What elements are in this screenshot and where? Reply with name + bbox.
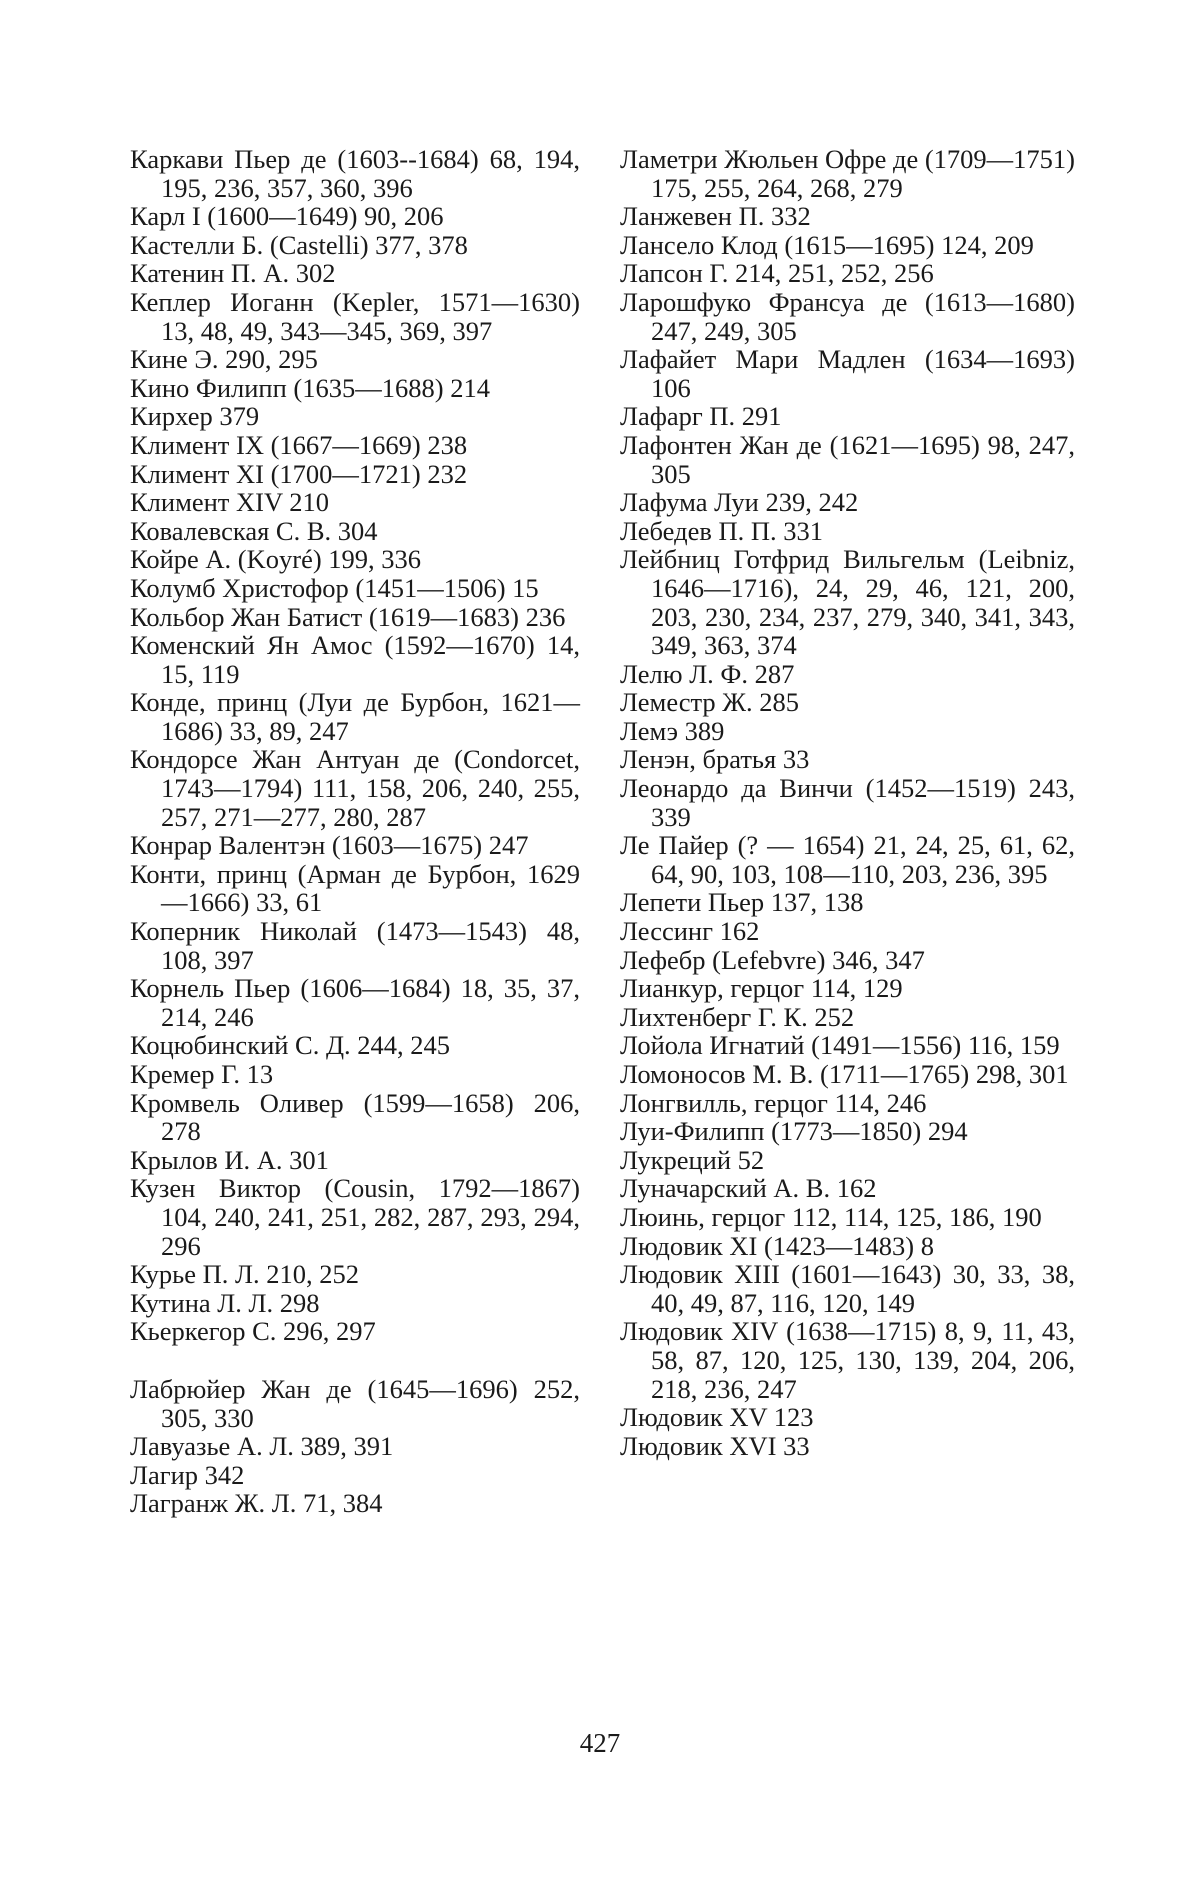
index-entry: Лейбниц Готфрид Вильгельм (Leibniz, 1646—1716), 24, 29, 46, 121, 200, 203, 230, 234, 237, 279, 340, 341, 343, 349, 363, 374: [620, 544, 1075, 661]
index-entry: Лапсон Г. 214, 251, 252, 256: [620, 258, 934, 289]
index-entry: Кутина Л. Л. 298: [130, 1287, 320, 1318]
index-entry: Ковалевская С. В. 304: [130, 515, 378, 546]
index-entry: Лефебр (Lefebvre) 346, 347: [620, 944, 925, 975]
index-entry: Леместр Ж. 285: [620, 687, 800, 718]
index-entry: Ларошфуко Франсуа де (1613—1680) 247, 249, 305: [620, 286, 1075, 346]
index-entry: Кондорсе Жан Антуан де (Condorcet, 1743—1794) 111, 158, 206, 240, 255, 257, 271—277, 280, 287: [130, 744, 580, 832]
index-entry: Люинь, герцог 112, 114, 125, 186, 190: [620, 1201, 1042, 1232]
index-entry: Койре А. (Koyré) 199, 336: [130, 544, 422, 575]
index-entry: Лукреций 52: [620, 1144, 765, 1175]
index-entry: Ломоносов М. В. (1711—1765) 298, 301: [620, 1059, 1069, 1089]
index-entry: Конрар Валентэн (1603—1675) 247: [130, 830, 529, 861]
index-entry: Кино Филипп (1635—1688) 214: [130, 372, 490, 403]
index-entry: Курье П. Л. 210, 252: [130, 1259, 360, 1290]
index-entry: Климент XIV 210: [130, 487, 329, 518]
index-entry: Коцюбинский С. Д. 244, 245: [130, 1030, 451, 1061]
index-entry: Лессинг 162: [620, 916, 760, 947]
index-entry: Лемэ 389: [620, 715, 725, 746]
index-entry: Кромвель Оливер (1599—1658) 206, 278: [130, 1087, 580, 1147]
index-entry: Каркави Пьер де (1603--1684) 68, 194, 195, 236, 357, 360, 396: [130, 144, 580, 203]
index-entry: Луи-Филипп (1773—1850) 294: [620, 1116, 968, 1147]
index-entry: Людовик XV 123: [620, 1402, 814, 1433]
index-entry: Кеплер Иоганн (Kepler, 1571—1630) 13, 48, 49, 343—345, 369, 397: [130, 286, 580, 346]
index-entry: Людовик XI (1423—1483) 8: [620, 1230, 934, 1261]
letter-section-gap: [130, 1346, 580, 1375]
index-entry: Лафонтен Жан де (1621—1695) 98, 247, 305: [620, 429, 1075, 489]
index-entry: Лафарг П. 291: [620, 401, 782, 432]
index-entry: Лойола Игнатий (1491—1556) 116, 159: [620, 1030, 1060, 1061]
index-entry: Людовик XIII (1601—1643) 30, 33, 38, 40, 49, 87, 116, 120, 149: [620, 1259, 1075, 1318]
index-entry: Коменский Ян Амос (1592—1670) 14, 15, 119: [130, 630, 580, 689]
index-entry: Лебедев П. П. 331: [620, 515, 824, 546]
index-entry: Конти, принц (Арман де Бурбон, 1629—1666) 33, 61: [130, 858, 580, 918]
index-entry: Лианкур, герцог 114, 129: [620, 973, 903, 1004]
index-entry: Катенин П. А. 302: [130, 258, 336, 289]
index-entry: Кине Э. 290, 295: [130, 344, 318, 375]
index-entry: Лихтенберг Г. К. 252: [620, 1001, 855, 1032]
index-entry: Леонардо да Винчи (1452—1519) 243, 339: [620, 773, 1075, 832]
index-entry: Кольбор Жан Батист (1619—1683) 236: [130, 601, 566, 632]
index-entry: Лагранж Ж. Л. 71, 384: [130, 1488, 383, 1519]
index-entry: Кузен Виктор (Cousin, 1792—1867) 104, 240, 241, 251, 282, 287, 293, 294, 296: [130, 1173, 580, 1261]
index-entry: Карл I (1600—1649) 90, 206: [130, 201, 444, 232]
index-entry: Кремер Г. 13: [130, 1059, 274, 1089]
index-entry: Людовик XIV (1638—1715) 8, 9, 11, 43, 58, 87, 120, 125, 130, 139, 204, 206, 218, 236, 247: [620, 1316, 1075, 1404]
index-column-left: [130, 145, 580, 1518]
index-entry: Лепети Пьер 137, 138: [620, 887, 864, 918]
index-entry: Лавуазье А. Л. 389, 391: [130, 1431, 394, 1462]
index-entry: Климент IX (1667—1669) 238: [130, 429, 468, 460]
index-entry: Лафайет Мари Мадлен (1634—1693) 106: [620, 344, 1075, 403]
index-entry: Лелю Л. Ф. 287: [620, 658, 795, 689]
index-entry: Ланжевен П. 332: [620, 201, 811, 232]
index-entry: Кьеркегор С. 296, 297: [130, 1316, 376, 1347]
index-entry: Лагир 342: [130, 1459, 245, 1490]
index-entry: Ле Пайер (? — 1654) 21, 24, 25, 61, 62, 64, 90, 103, 108—110, 203, 236, 395: [620, 830, 1075, 889]
index-entry: Климент XI (1700—1721) 232: [130, 458, 468, 489]
index-entry: Луначарский А. В. 162: [620, 1173, 877, 1204]
index-entry: Лансело Клод (1615—1695) 124, 209: [620, 229, 1034, 260]
index-entry: Корнель Пьер (1606—1684) 18, 35, 37, 214, 246: [130, 973, 580, 1032]
index-entry: Людовик XVI 33: [620, 1430, 810, 1461]
index-entry: Конде, принц (Луи де Бурбон, 1621—1686) 33, 89, 247: [130, 687, 580, 746]
index-column-right: [620, 145, 1075, 1460]
index-entry: Ламетри Жюльен Офре де (1709—1751) 175, 255, 264, 268, 279: [620, 144, 1075, 203]
index-entry: Кастелли Б. (Castelli) 377, 378: [130, 229, 468, 260]
index-entry: Колумб Христофор (1451—1506) 15: [130, 572, 539, 603]
page-number: 427: [579, 1728, 621, 1758]
index-entry: Лонгвилль, герцог 114, 246: [620, 1087, 927, 1118]
index-entry: Ленэн, братья 33: [620, 744, 810, 775]
index-entry: Лафума Луи 239, 242: [620, 487, 859, 518]
index-entry: Лабрюйер Жан де (1645—1696) 252, 305, 330: [130, 1373, 580, 1433]
index-entry: Кирхер 379: [130, 401, 260, 432]
index-entry: Крылов И. А. 301: [130, 1144, 329, 1175]
index-entry: Коперник Николай (1473—1543) 48, 108, 397: [130, 916, 580, 975]
